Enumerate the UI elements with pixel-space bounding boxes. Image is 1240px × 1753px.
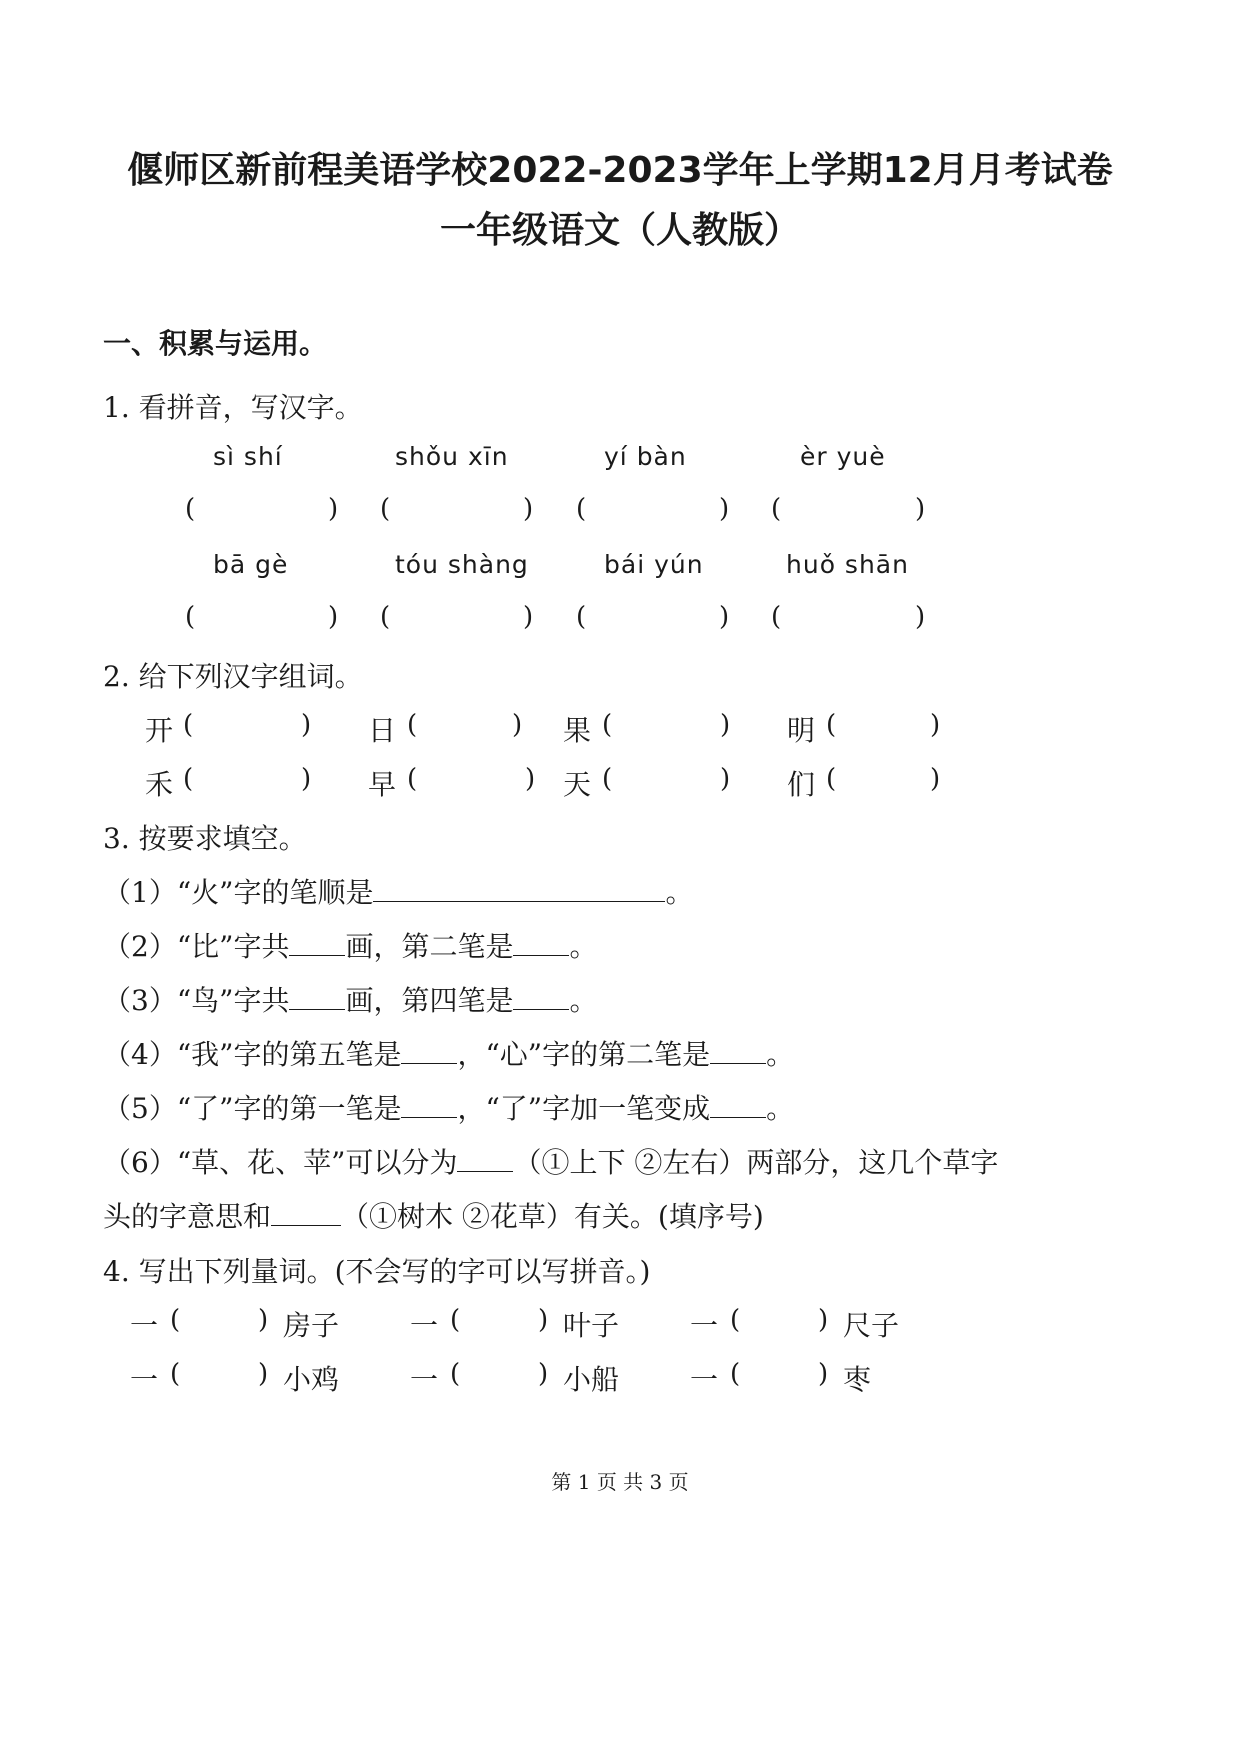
word-char: 禾 — [145, 768, 174, 801]
exam-subtitle: 一年级语文（人教版） — [439, 210, 800, 251]
answer-paren-close: ) — [538, 1359, 549, 1389]
exam-title: 偃师区新前程美语学校2022-2023学年上学期12月月考试卷 — [127, 150, 1113, 191]
fill-item-4 — [103, 1033, 794, 1073]
answer-paren-close: ) — [328, 602, 339, 632]
pinyin: èr yuè — [800, 442, 886, 471]
answer-paren-open: ( — [576, 602, 587, 632]
measure-noun: 小船 — [563, 1363, 620, 1396]
fill-text: 头的字意思和 — [103, 1200, 272, 1233]
answer-blank[interactable] — [401, 1093, 457, 1118]
fill-item-2 — [103, 925, 597, 965]
question-3-prompt: 3. 按要求填空。 — [103, 822, 307, 855]
measure-noun: 枣 — [843, 1363, 872, 1396]
answer-paren-close: ) — [328, 494, 339, 524]
answer-paren-close: ) — [915, 602, 926, 632]
answer-paren-open: ( — [183, 764, 194, 794]
fill-text: 画，第四笔是 — [345, 984, 514, 1017]
answer-paren-open: ( — [771, 602, 782, 632]
answer-paren-open: ( — [730, 1359, 741, 1389]
answer-paren-close: ) — [818, 1305, 829, 1335]
measure-prefix: 一 — [410, 1363, 439, 1396]
answer-paren-open: ( — [185, 602, 196, 632]
fill-text: 。 — [665, 876, 694, 909]
measure-prefix: 一 — [130, 1309, 159, 1342]
pinyin: tóu shàng — [395, 550, 529, 579]
measure-prefix: 一 — [410, 1309, 439, 1342]
fill-text: （6）“草、花、苹”可以分为 — [103, 1146, 458, 1179]
word-char: 早 — [368, 768, 397, 801]
fill-text: 。 — [569, 984, 598, 1017]
answer-blank[interactable] — [271, 1201, 341, 1226]
answer-paren-close: ) — [720, 710, 731, 740]
fill-text: ，“了”字加一笔变成 — [457, 1092, 711, 1125]
answer-paren-open: ( — [826, 764, 837, 794]
pinyin: huǒ shān — [786, 550, 909, 579]
fill-text: 。 — [766, 1092, 795, 1125]
answer-paren-close: ) — [525, 764, 536, 794]
fill-text: （①树木 ②花草）有关。(填序号) — [341, 1200, 764, 1233]
answer-paren-open: ( — [602, 764, 613, 794]
pinyin: shǒu xīn — [395, 442, 509, 471]
answer-blank[interactable] — [289, 931, 345, 956]
answer-paren-open: ( — [170, 1305, 181, 1335]
question-2-prompt: 2. 给下列汉字组词。 — [103, 660, 363, 693]
answer-paren-open: ( — [407, 710, 418, 740]
answer-paren-open: ( — [185, 494, 196, 524]
answer-paren-close: ) — [258, 1305, 269, 1335]
answer-paren-close: ) — [538, 1305, 549, 1335]
answer-blank[interactable] — [401, 1039, 457, 1064]
answer-paren-close: ) — [512, 710, 523, 740]
answer-paren-close: ) — [523, 602, 534, 632]
pinyin: bā gè — [213, 550, 289, 579]
fill-item-5 — [103, 1087, 794, 1127]
measure-prefix: 一 — [130, 1363, 159, 1396]
measure-prefix: 一 — [690, 1309, 719, 1342]
answer-blank[interactable] — [710, 1039, 766, 1064]
fill-item-3 — [103, 979, 597, 1019]
answer-paren-open: ( — [826, 710, 837, 740]
answer-paren-open: ( — [170, 1359, 181, 1389]
answer-paren-close: ) — [301, 710, 312, 740]
answer-paren-close: ) — [930, 710, 941, 740]
fill-item-6 — [103, 1141, 998, 1181]
fill-text: 。 — [569, 930, 598, 963]
answer-paren-open: ( — [771, 494, 782, 524]
answer-paren-close: ) — [258, 1359, 269, 1389]
answer-paren-close: ) — [915, 494, 926, 524]
measure-noun: 房子 — [283, 1309, 340, 1342]
pinyin: sì shí — [213, 442, 283, 471]
fill-text: 。 — [766, 1038, 795, 1071]
answer-paren-open: ( — [450, 1359, 461, 1389]
answer-paren-open: ( — [576, 494, 587, 524]
word-char: 天 — [563, 768, 592, 801]
pinyin: bái yún — [604, 550, 704, 579]
answer-blank[interactable] — [457, 1147, 513, 1172]
answer-blank[interactable] — [513, 931, 569, 956]
fill-text: （2）“比”字共 — [103, 930, 290, 963]
fill-text: （①上下 ②左右）两部分，这几个草字 — [513, 1146, 999, 1179]
answer-paren-open: ( — [602, 710, 613, 740]
pinyin: yí bàn — [604, 442, 687, 471]
word-char: 明 — [787, 714, 816, 747]
answer-paren-open: ( — [730, 1305, 741, 1335]
fill-item-6-cont — [103, 1195, 764, 1235]
answer-paren-close: ) — [720, 764, 731, 794]
fill-text: ，“心”字的第二笔是 — [457, 1038, 711, 1071]
answer-paren-close: ) — [523, 494, 534, 524]
answer-blank[interactable] — [513, 985, 569, 1010]
fill-text: （5）“了”字的第一笔是 — [103, 1092, 402, 1125]
measure-prefix: 一 — [690, 1363, 719, 1396]
word-char: 们 — [787, 768, 816, 801]
measure-noun: 小鸡 — [283, 1363, 340, 1396]
fill-item-1 — [103, 871, 693, 911]
page-number: 第 1 页 共 3 页 — [551, 1470, 689, 1494]
section-heading: 一、积累与运用。 — [103, 327, 328, 360]
answer-paren-close: ) — [818, 1359, 829, 1389]
word-char: 日 — [368, 714, 397, 747]
answer-paren-close: ) — [301, 764, 312, 794]
question-4-prompt: 4. 写出下列量词。(不会写的字可以写拼音。) — [103, 1255, 651, 1288]
answer-paren-open: ( — [380, 494, 391, 524]
answer-paren-close: ) — [719, 494, 730, 524]
answer-blank[interactable] — [373, 877, 665, 902]
fill-text: （1）“火”字的笔顺是 — [103, 876, 374, 909]
question-1-prompt: 1. 看拼音，写汉字。 — [103, 391, 363, 424]
answer-paren-open: ( — [380, 602, 391, 632]
fill-text: 画，第二笔是 — [345, 930, 514, 963]
word-char: 果 — [563, 714, 592, 747]
word-char: 开 — [145, 714, 174, 747]
answer-paren-open: ( — [183, 710, 194, 740]
fill-text: （3）“鸟”字共 — [103, 984, 290, 1017]
answer-paren-close: ) — [719, 602, 730, 632]
answer-blank[interactable] — [710, 1093, 766, 1118]
measure-noun: 叶子 — [563, 1309, 620, 1342]
measure-noun: 尺子 — [843, 1309, 900, 1342]
answer-blank[interactable] — [289, 985, 345, 1010]
fill-text: （4）“我”字的第五笔是 — [103, 1038, 402, 1071]
answer-paren-open: ( — [407, 764, 418, 794]
answer-paren-open: ( — [450, 1305, 461, 1335]
answer-paren-close: ) — [930, 764, 941, 794]
